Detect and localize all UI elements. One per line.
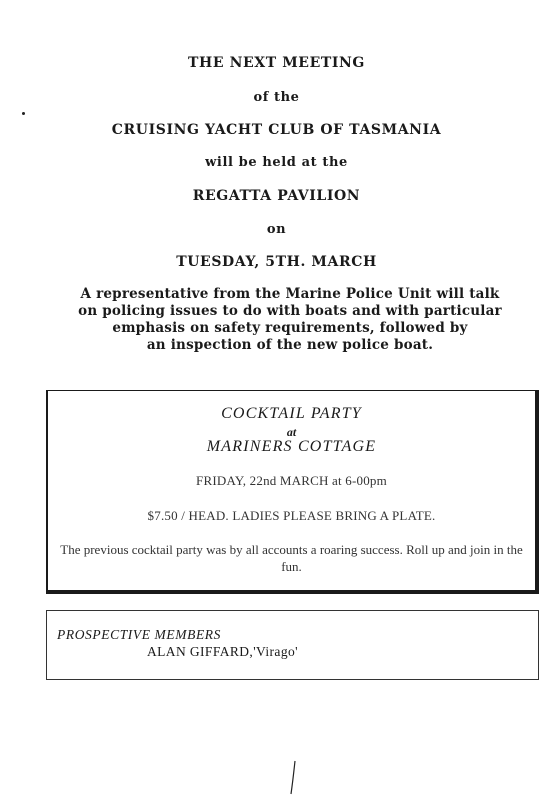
notice-of-the: of the — [253, 90, 300, 105]
cocktail-title: COCKTAIL PARTY — [221, 405, 362, 422]
cocktail-price: $7.50 / HEAD. LADIES PLEASE BRING A PLATE. — [147, 508, 436, 523]
description-line: A representative from the Marine Police Unit will talk — [80, 286, 500, 302]
description-line: on policing issues to do with boats and with particular — [78, 303, 502, 319]
notice-held-at: will be held at the — [205, 155, 348, 170]
prospective-member-name: ALAN GIFFARD,'Virago' — [147, 644, 298, 659]
notice-on: on — [266, 222, 287, 237]
prospective-members-box — [46, 610, 539, 680]
cocktail-datetime: FRIDAY, 22nd MARCH at 6-00pm — [196, 473, 387, 488]
club-name: CRUISING YACHT CLUB OF TASMANIA — [111, 122, 442, 138]
cocktail-at: at — [286, 425, 297, 439]
meeting-date: TUESDAY, 5TH. MARCH — [176, 254, 377, 270]
scan-speck — [22, 112, 25, 115]
description-line: an inspection of the new police boat. — [146, 337, 434, 353]
meeting-description — [60, 286, 520, 354]
description-line: emphasis on safety requirements, followed by — [112, 320, 468, 336]
prospective-members-heading: PROSPECTIVE MEMBERS — [57, 627, 221, 642]
notice-heading: THE NEXT MEETING — [188, 55, 365, 71]
cocktail-party-box — [46, 390, 539, 594]
cocktail-note: The previous cocktail party was by all accounts a roaring success. Roll up and join in the fun. — [60, 542, 523, 574]
venue-name: REGATTA PAVILION — [192, 188, 361, 204]
pen-mark-icon — [286, 760, 300, 796]
cocktail-venue: MARINERS COTTAGE — [206, 438, 377, 455]
